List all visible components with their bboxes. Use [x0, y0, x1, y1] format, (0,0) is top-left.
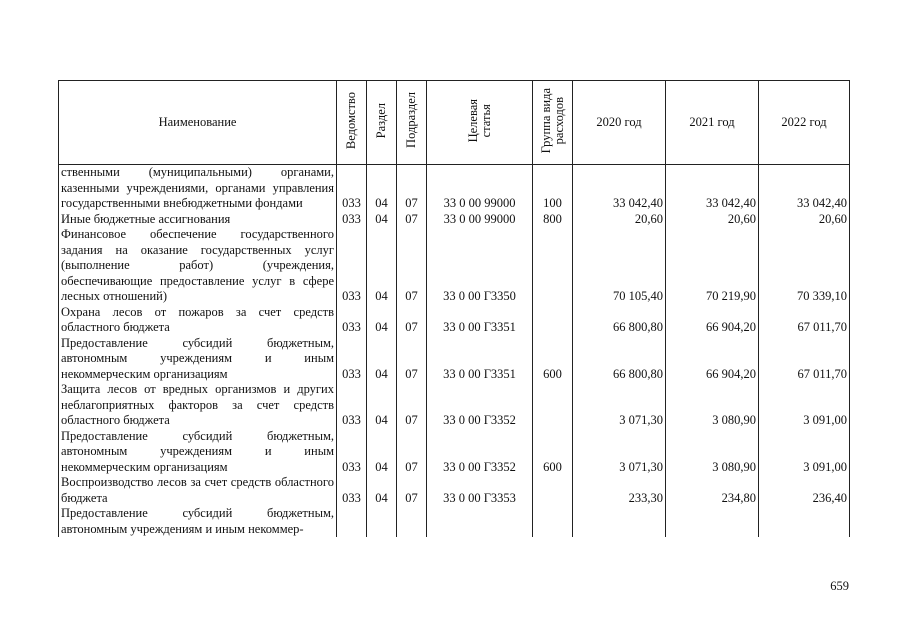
row-celevaya: 33 0 00 Г3353 [427, 475, 533, 506]
row-2022 [759, 506, 850, 537]
row-2020: 66 800,80 [573, 336, 666, 383]
budget-table [58, 80, 850, 537]
row-2020: 70 105,40 [573, 227, 666, 305]
row-2021: 33 042,40 [666, 165, 759, 212]
row-2022: 70 339,10 [759, 227, 850, 305]
row-celevaya: 33 0 00 99000 [427, 212, 533, 228]
row-podrazdel [397, 506, 427, 537]
header-podrazdel: Подраздел [397, 81, 427, 165]
row-gruppa [533, 475, 573, 506]
row-razdel: 04 [367, 336, 397, 383]
header-name: Наименование [59, 81, 337, 165]
row-gruppa [533, 305, 573, 336]
header-razdel: Раздел [367, 81, 397, 165]
row-gruppa: 600 [533, 336, 573, 383]
row-vedomstvo: 033 [337, 429, 367, 476]
row-2020: 233,30 [573, 475, 666, 506]
row-gruppa: 600 [533, 429, 573, 476]
row-razdel: 04 [367, 212, 397, 228]
row-2022: 67 011,70 [759, 336, 850, 383]
row-2020: 20,60 [573, 212, 666, 228]
row-podrazdel: 07 [397, 305, 427, 336]
table-row [59, 336, 850, 383]
row-2022: 67 011,70 [759, 305, 850, 336]
row-razdel [367, 506, 397, 537]
row-gruppa [533, 382, 573, 429]
table-row [59, 165, 850, 212]
row-name: Предоставление субсидий бюджетным, автономным учреждениям и иным некоммер- [59, 506, 337, 537]
row-podrazdel: 07 [397, 165, 427, 212]
row-vedomstvo: 033 [337, 165, 367, 212]
table-row [59, 475, 850, 506]
row-vedomstvo: 033 [337, 212, 367, 228]
row-podrazdel: 07 [397, 429, 427, 476]
row-vedomstvo: 033 [337, 227, 367, 305]
row-vedomstvo: 033 [337, 382, 367, 429]
page-number: 659 [830, 579, 849, 593]
row-2021: 20,60 [666, 212, 759, 228]
row-2021: 66 904,20 [666, 336, 759, 383]
row-razdel: 04 [367, 382, 397, 429]
header-2020: 2020 год [573, 81, 666, 165]
row-2022: 20,60 [759, 212, 850, 228]
row-razdel: 04 [367, 305, 397, 336]
row-celevaya: 33 0 00 99000 [427, 165, 533, 212]
row-2020: 66 800,80 [573, 305, 666, 336]
table-row [59, 506, 850, 537]
row-podrazdel: 07 [397, 212, 427, 228]
row-2021: 3 080,90 [666, 429, 759, 476]
row-vedomstvo: 033 [337, 475, 367, 506]
row-vedomstvo [337, 506, 367, 537]
row-razdel: 04 [367, 429, 397, 476]
row-2022: 236,40 [759, 475, 850, 506]
row-2021: 66 904,20 [666, 305, 759, 336]
row-2020: 33 042,40 [573, 165, 666, 212]
row-celevaya: 33 0 00 Г3351 [427, 305, 533, 336]
row-2022: 3 091,00 [759, 429, 850, 476]
header-vedomstvo: Ведомство [337, 81, 367, 165]
row-name: Предоставление субсидий бюджетным, автономным учреждениям и иным некоммерческим организациям [59, 336, 337, 383]
row-podrazdel: 07 [397, 336, 427, 383]
table-row [59, 429, 850, 476]
row-name: ственными (муниципальными) органами, казенными учреждениями, органами управления государственными внебюджетными фондами [59, 165, 337, 212]
row-podrazdel: 07 [397, 382, 427, 429]
header-2022: 2022 год [759, 81, 850, 165]
row-2022: 3 091,00 [759, 382, 850, 429]
row-razdel: 04 [367, 227, 397, 305]
row-gruppa [533, 227, 573, 305]
row-celevaya [427, 506, 533, 537]
row-celevaya: 33 0 00 Г3352 [427, 382, 533, 429]
row-gruppa [533, 506, 573, 537]
row-gruppa: 100 [533, 165, 573, 212]
row-2021: 3 080,90 [666, 382, 759, 429]
table-row [59, 382, 850, 429]
table-body [59, 165, 850, 538]
row-name: Охрана лесов от пожаров за счет средств областного бюджета [59, 305, 337, 336]
row-2021: 234,80 [666, 475, 759, 506]
row-name: Иные бюджетные ассигнования [59, 212, 337, 228]
row-2021 [666, 506, 759, 537]
row-2021: 70 219,90 [666, 227, 759, 305]
row-2020: 3 071,30 [573, 429, 666, 476]
row-2022: 33 042,40 [759, 165, 850, 212]
row-razdel: 04 [367, 475, 397, 506]
row-celevaya: 33 0 00 Г3351 [427, 336, 533, 383]
row-2020: 3 071,30 [573, 382, 666, 429]
row-name: Предоставление субсидий бюджетным, автономным учреждениям и иным некоммерческим организациям [59, 429, 337, 476]
table-header [59, 81, 850, 165]
row-celevaya: 33 0 00 Г3350 [427, 227, 533, 305]
row-name: Защита лесов от вредных организмов и других неблагоприятных факторов за счет средств областного бюджета [59, 382, 337, 429]
row-podrazdel: 07 [397, 475, 427, 506]
row-name: Финансовое обеспечение государственного задания на оказание государственных услуг (выполнение работ) (учреждения, обеспечивающие предоставление услуг в сфере лесных отношений) [59, 227, 337, 305]
row-razdel: 04 [367, 165, 397, 212]
table-row [59, 227, 850, 305]
table-row [59, 212, 850, 228]
row-vedomstvo: 033 [337, 305, 367, 336]
row-podrazdel: 07 [397, 227, 427, 305]
header-celevaya: Целевая статья [427, 81, 533, 165]
table-row [59, 305, 850, 336]
row-vedomstvo: 033 [337, 336, 367, 383]
row-celevaya: 33 0 00 Г3352 [427, 429, 533, 476]
header-gruppa: Группа вида расходов [533, 81, 573, 165]
row-name: Воспроизводство лесов за счет средств областного бюджета [59, 475, 337, 506]
row-gruppa: 800 [533, 212, 573, 228]
row-2020 [573, 506, 666, 537]
header-2021: 2021 год [666, 81, 759, 165]
